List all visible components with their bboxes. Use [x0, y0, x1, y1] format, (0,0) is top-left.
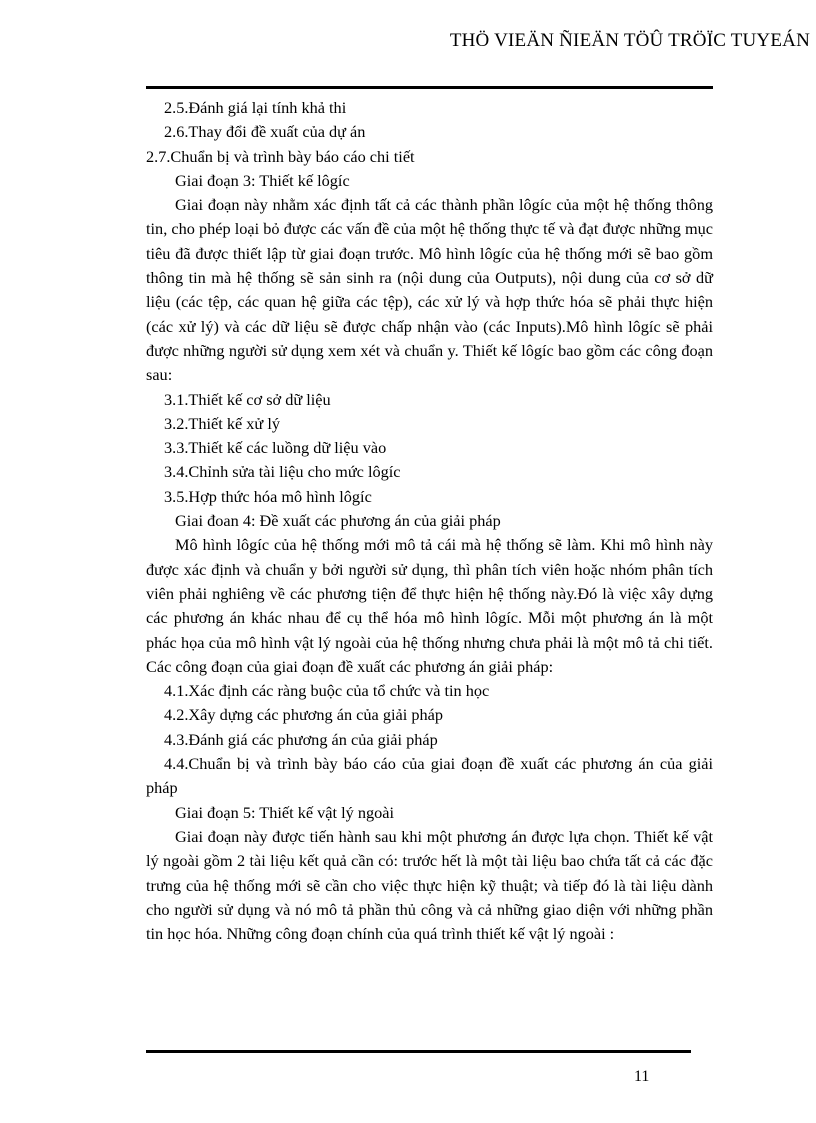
list-item: 2.6.Thay đổi đề xuất của dự án — [164, 122, 366, 142]
stage-4-heading: Giai đoan 4: Đề xuất các phương án của giải pháp — [175, 511, 501, 531]
list-item: 3.5.Hợp thức hóa mô hình lôgíc — [164, 486, 372, 506]
stage-3-heading: Giai đoạn 3: Thiết kế lôgíc — [175, 170, 350, 190]
page-content — [146, 96, 713, 946]
list-item: 3.1.Thiết kế cơ sở dữ liệu — [164, 389, 331, 409]
list-item: 3.4.Chỉnh sửa tài liệu cho mức lôgíc — [164, 462, 401, 482]
list-item: 4.3.Đánh giá các phương án của giải pháp — [164, 729, 438, 749]
footer-rule — [146, 1050, 691, 1053]
list-item: 3.2.Thiết kế xử lý — [164, 413, 280, 433]
list-item: 2.7.Chuẩn bị và trình bày báo cáo chi tiết — [146, 146, 415, 166]
list-item: 4.4.Chuẩn bị và trình bày báo cáo của giai đoạn đề xuất các phương án của giải pháp — [146, 754, 713, 798]
stage-5-heading: Giai đoạn 5: Thiết kế vật lý ngoài — [175, 802, 394, 822]
running-header: THÖ VIEÄN ÑIEÄN TÖÛ TRÖÏC TUYEÁN — [449, 30, 810, 51]
list-item: 2.5.Đánh giá lại tính khả thi — [164, 98, 347, 117]
stage-4-paragraph: Mô hình lôgíc của hệ thống mới mô tả cái mà hệ thống sẽ làm. Khi mô hình này được xác định và chuẩn y bởi người sử dụng, thì phân tích viên hoặc nhóm phân tích viên phải nghiêng về các phương tiện để thực hiện hệ thống này.Đó là việc xây dựng các phương án khác nhau để cụ thể hóa mô hình lôgíc. Mỗi một phương án là một phác họa của mô hình vật lý ngoài của hệ thống nhưng chưa phải là một mô tả chi tiết. Các công đoạn của giai đoạn đề xuất các phương án giải pháp: — [146, 535, 713, 676]
list-item: 3.3.Thiết kế các luồng dữ liệu vào — [164, 438, 387, 458]
list-item: 4.2.Xây dựng các phương án của giải pháp — [164, 705, 443, 725]
list-item: 4.1.Xác định các ràng buộc của tổ chức và tin học — [164, 681, 490, 701]
stage-3-paragraph: Giai đoạn này nhằm xác định tất cả các thành phần lôgíc của một hệ thống thông tin, cho phép loại bỏ được các vấn đề của một hệ thống thực tế và đạt được những mục tiêu đã được thiết lập từ giai đoạn trước. Mô hình lôgíc của hệ thống mới sẽ bao gồm thông tin mà hệ thống sẽ sản sinh ra (nội dung của Outputs), nội dung của cơ sở dữ liệu (các tệp, các quan hệ giữa các tệp), các xử lý và hợp thức hóa sẽ phải thực hiện (các xử lý) và các dữ liệu sẽ được chấp nhận vào (các Inputs).Mô hình lôgíc sẽ phải được những người sử dụng xem xét và chuẩn y. Thiết kế lôgíc bao gồm các công đoạn sau: — [146, 195, 713, 385]
page-number: 11 — [634, 1068, 650, 1085]
stage-5-paragraph: Giai đoạn này được tiến hành sau khi một phương án được lựa chọn. Thiết kế vật lý ngoài gồm 2 tài liệu kết quả cần có: trước hết là một tài liệu bao chứa tất cả các đặc trưng của hệ thống mới sẽ cần cho việc thực hiện kỹ thuật; và tiếp đó là tài liệu dành cho người sử dụng và nó mô tả phần thủ công và cả những giao diện với những phần tin học hóa. Những công đoạn chính của quá trình thiết kế vật lý ngoài : — [146, 826, 713, 944]
header-rule — [146, 86, 713, 89]
